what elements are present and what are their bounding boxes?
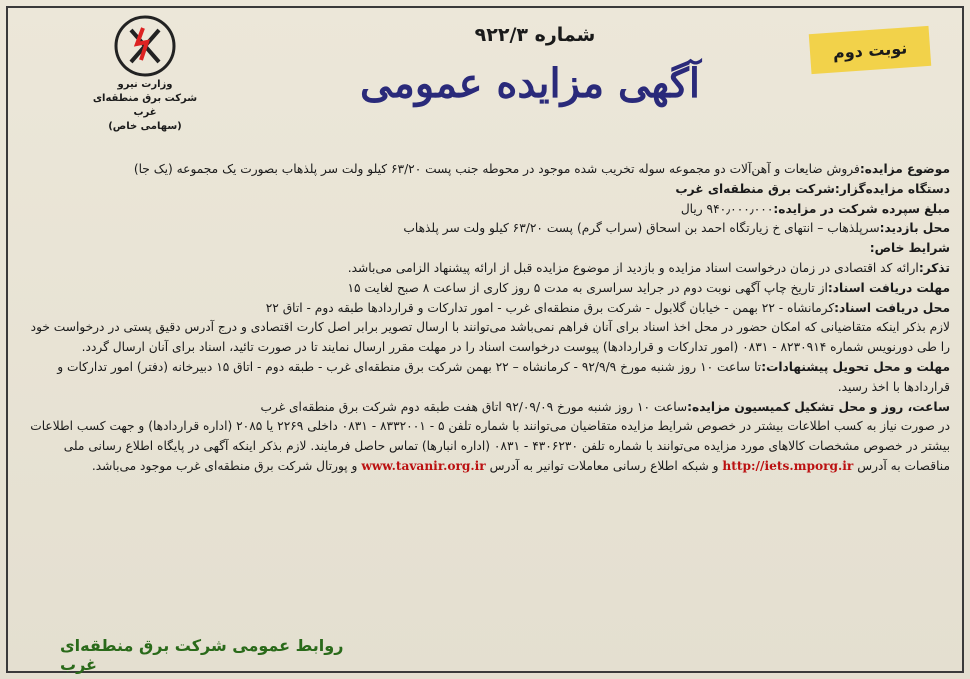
iets-link[interactable]: http://iets.mporg.ir	[722, 458, 854, 473]
company-logo	[90, 14, 200, 134]
section-commission: ساعت، روز و محل تشکیل کمیسیون مزایده:ساعت ۱۰ روز شنبه مورخ ۹۲/۰۹/۰۹ اتاق هفت طبقه دوم شرکت برق منطقه‌ای غرب	[260, 399, 950, 414]
section-doc-deadline: مهلت دریافت اسناد:از تاریخ چاپ آگهی نوبت دوم در جراید سراسری به مدت ۵ روز کاری از ساعت ۸ صبح لغایت ۱۵	[347, 280, 950, 295]
section-submission: مهلت و محل تحویل پیشنهادات:تا ساعت ۱۰ روز شنبه مورخ ۹۲/۹/۹ - کرمانشاه – ۲۲ بهمن شرکت برق منطقه‌ای غرب - طبقه دوم - اتاق ۱۵ دبیرخانه (دفتر) امور تدارکات و قراردادها با اخذ رسید.	[57, 359, 950, 394]
section-organizer: دستگاه مزایده‌گزار:شرکت برق منطقه‌ای غرب	[675, 181, 950, 196]
ministry-label: وزارت نیرو	[117, 79, 173, 90]
section-special-conditions: شرایط خاص:	[869, 241, 950, 256]
section-doc-location: محل دریافت اسناد:کرمانشاه - ۲۲ بهمن - خیابان گلابول - شرکت برق منطقه‌ای غرب - امور تدارکات و قراردادها طبقه دوم - اتاق ۲۲	[265, 300, 950, 315]
section-note: تذکر:ارائه کد اقتصادی در زمان درخواست اسناد مزایده و بازدید از موضوع مزایده قبل از ارائه پیشنهاد الزامی می‌باشد.	[347, 260, 950, 275]
section-visit: محل بازدید:سرپلذهاب – انتهای خ زیارتگاه احمد بن اسحاق (سراب گرم) پست ۶۳/۲۰ کیلو ولت سر پلذهاب	[403, 221, 950, 236]
round-badge: نوبت دوم	[809, 26, 931, 74]
ad-number: شماره ۹۲۲/۳	[474, 24, 596, 46]
section-subject: موضوع مزایده:فروش ضایعات و آهن‌آلات دو مجموعه سوله تخریب شده موجود در محوطه جنب پست ۶۳/۲۰ کیلو ولت سر پلذهاب بصورت یک مجموعه (یک جا)	[133, 162, 950, 176]
company-label: شرکت برق منطقه‌ای غرب	[92, 93, 198, 118]
ad-title: آگهی مزایده عمومی	[360, 60, 700, 107]
tavanir-logo-icon	[113, 14, 177, 78]
section-contact: در صورت نیاز به کسب اطلاعات بیشتر در خصوص شرایط مزایده متقاضیان می‌توانند با شماره تلفن ۵ - ۸۳۳۲۰۰۱ - ۰۸۳۱ داخلی ۲۲۶۹ یا ۲۰۸۵ (اداره قراردادها) و جهت کسب اطلاعات بیشتر در خصوص مشخصات کالاهای مورد مزایده می‌توانند با شماره تلفن ۴۳۰۶۲۳۰ - ۰۸۳۱ (اداره انبارها) تماس حاصل فرمایند. لازم بذکر اینکه آگهی در پایگاه اطلاع رسانی ملی مناقصات به آدرس http://iets.mporg.ir و شبکه اطلاع رسانی معاملات توانیر به آدرس www.tavanir.org.ir و پورتال شرکت برق منطقه‌ای غرب موجود می‌باشد.	[30, 419, 950, 473]
section-deposit: مبلغ سپرده شرکت در مزایده:۹۴۰٫۰۰۰٫۰۰۰ ریال	[680, 201, 950, 216]
company-type-label: (سهامی خاص)	[108, 121, 182, 132]
section-remote-request: لازم بذکر اینکه متقاضیانی که امکان حضور در محل اخذ اسناد برای آنان فراهم نمی‌باشد می‌توانند با ارسال تصویر برابر اصل کارت اقتصادی و درج آدرس دقیق پستی در درخواست خود را طی دورنویس شماره ۸۲۳۰۹۱۴ - ۰۸۳۱ (امور تدارکات و قراردادها) پیوست درخواست اسناد را در مهلت مقرر ارسال نمایند تا در صورت تائید، اسناد برای آنان ارسال گردد.	[30, 320, 950, 355]
public-relations-signature: روابط عمومی شرکت برق منطقه‌ای غرب	[60, 636, 344, 674]
tavanir-link[interactable]: www.tavanir.org.ir	[361, 458, 486, 473]
ad-body	[20, 160, 950, 477]
